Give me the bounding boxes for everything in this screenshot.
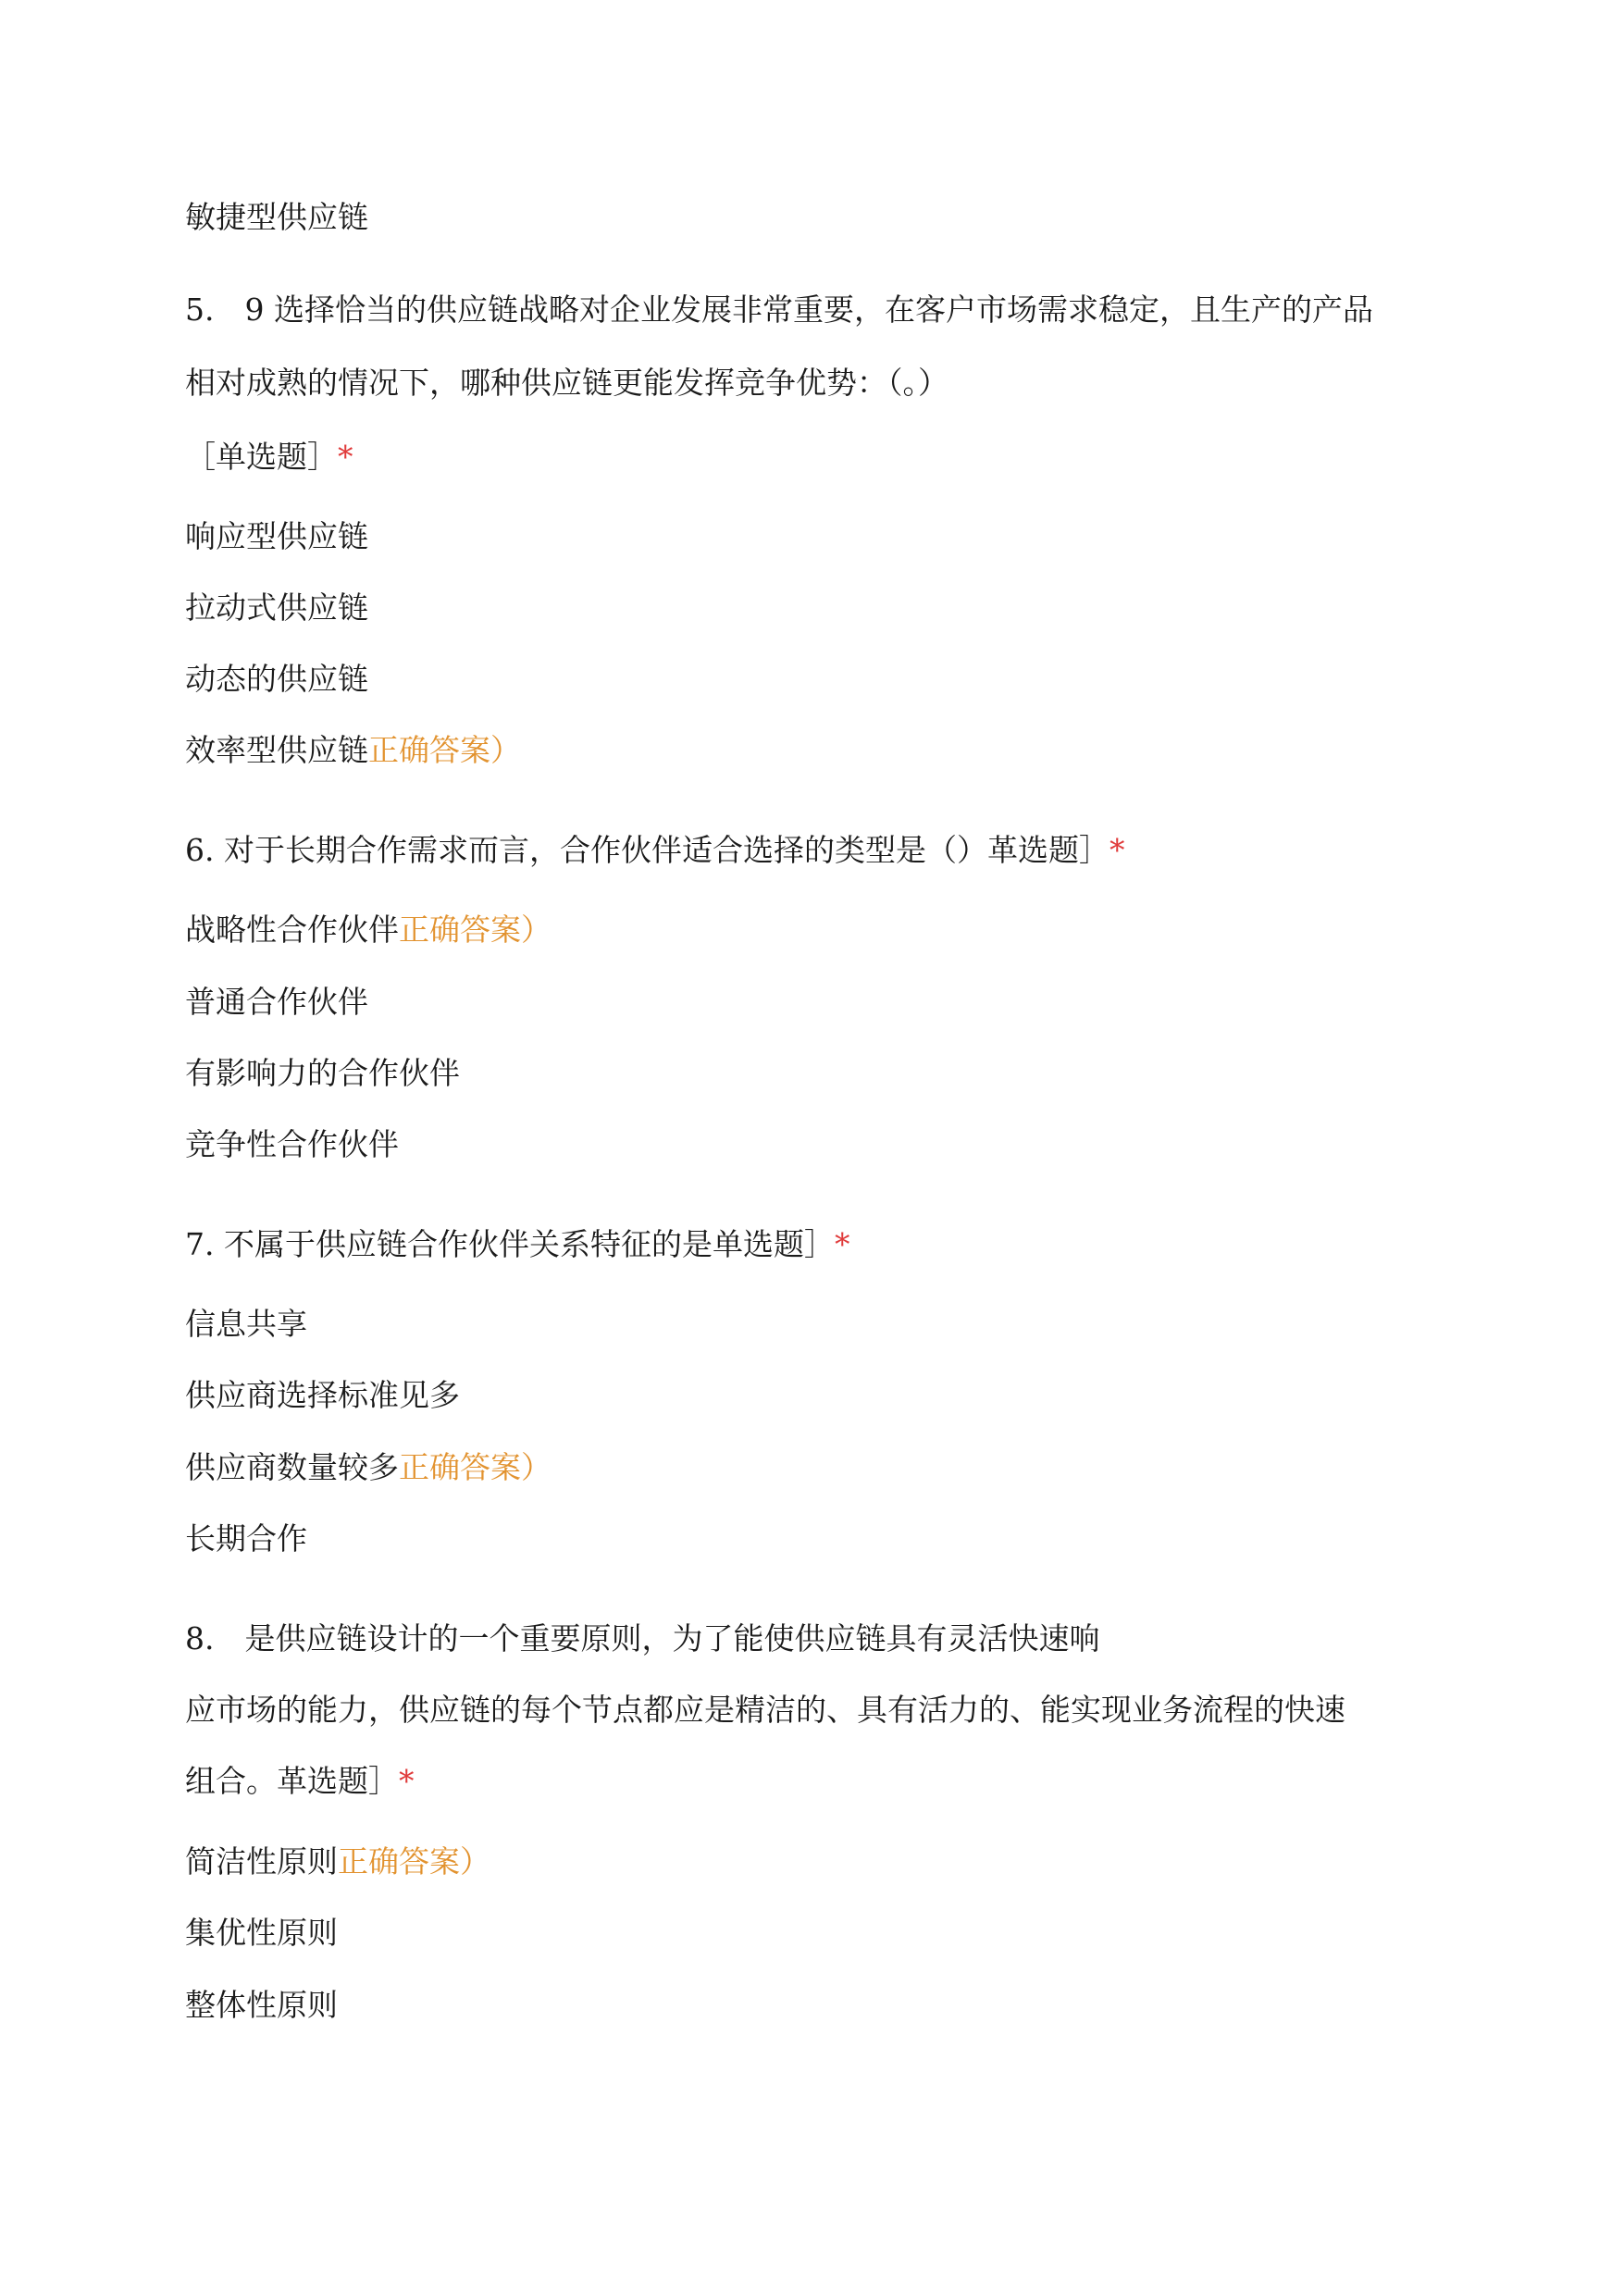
question-8-text-line-3 (185, 1763, 415, 1799)
question-6-text (185, 832, 1125, 868)
correct-answer-mark: 正确答案） (399, 912, 552, 948)
option-label: 效率型供应链 (185, 732, 368, 768)
question-7-option-d: 长期合作 (185, 1520, 307, 1557)
question-5-option-b: 拉动式供应链 (185, 589, 368, 626)
option-text: 敏捷型供应链 (185, 199, 368, 235)
question-5-option-d (185, 732, 521, 768)
question-text: 6. 对于长期合作需求而言，合作伙伴适合选择的类型是（）革选题］ (185, 832, 1110, 868)
question-6-option-b: 普通合作伙伴 (185, 984, 368, 1020)
question-8-text-line-1: 8. 是供应链设计的一个重要原则，为了能使供应链具有灵活快速响 (185, 1620, 1100, 1656)
option-label: 供应商数量较多 (185, 1449, 399, 1485)
question-6-option-d: 竞争性合作伙伴 (185, 1126, 399, 1162)
question-6-option-a (185, 912, 552, 948)
question-7-option-a: 信息共享 (185, 1306, 307, 1342)
question-8-option-c: 整体性原则 (185, 1987, 338, 2023)
question-5-option-a: 响应型供应链 (185, 518, 368, 554)
required-star-icon: * (338, 439, 353, 475)
question-7-option-b: 供应商选择标准见多 (185, 1377, 460, 1413)
option-label: 简洁性原则 (185, 1843, 338, 1879)
question-8-option-b: 集优性原则 (185, 1915, 338, 1951)
question-5-text-line-1: 5. 9 选择恰当的供应链战略对企业发展非常重要，在客户市场需求稳定，且生产的产品 (185, 292, 1373, 328)
correct-answer-mark: 正确答案） (338, 1843, 490, 1879)
required-star-icon: * (834, 1226, 850, 1262)
question-8-text-line-2: 应市场的能力，供应链的每个节点都应是精洁的、具有活力的、能实现业务流程的快速 (185, 1692, 1345, 1728)
option-label: 战略性合作伙伴 (185, 912, 399, 948)
correct-answer-mark: 正确答案） (368, 732, 521, 768)
question-5-option-c: 动态的供应链 (185, 661, 368, 697)
question-text: 组合。革选题］ (185, 1763, 399, 1799)
question-8-option-a (185, 1843, 490, 1879)
question-7-option-c (185, 1449, 552, 1485)
question-type-label: ［单选题］ (185, 439, 338, 475)
correct-answer-mark: 正确答案） (399, 1449, 552, 1485)
question-text: 7. 不属于供应链合作伙伴关系特征的是单选题］ (185, 1226, 835, 1262)
question-5-text-line-2: 相对成熟的情况下，哪种供应链更能发挥竞争优势：（。） (185, 365, 948, 401)
required-star-icon: * (399, 1763, 415, 1799)
question-7-text (185, 1226, 850, 1262)
question-6-option-c: 有影响力的合作伙伴 (185, 1055, 460, 1091)
question-5-type-tag (185, 439, 353, 475)
required-star-icon: * (1109, 832, 1125, 868)
